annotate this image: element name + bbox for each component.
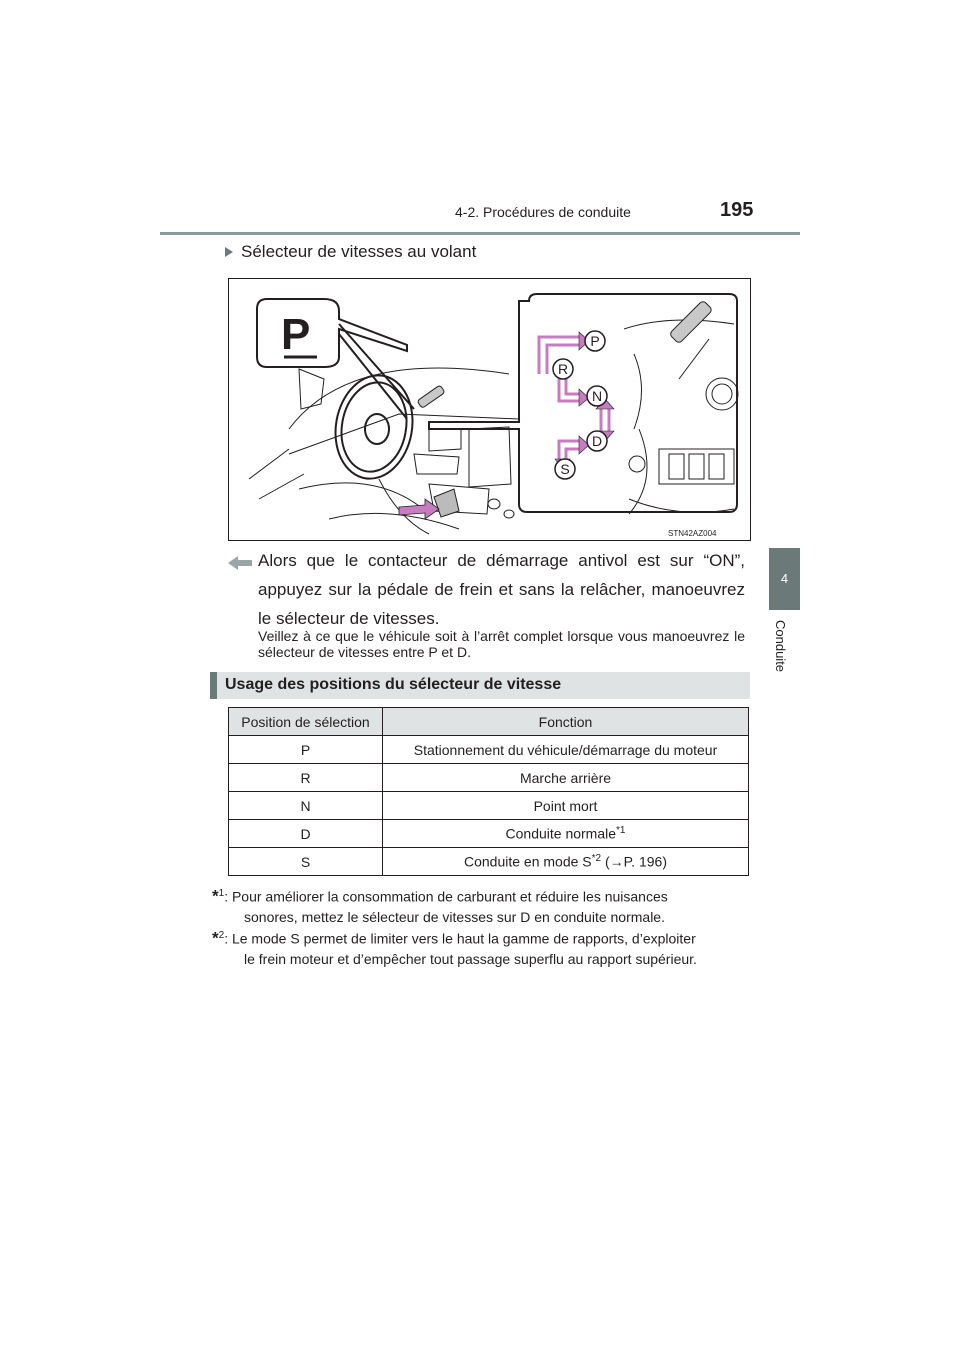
gear-letter-r: R bbox=[557, 361, 569, 377]
table-row bbox=[229, 792, 749, 820]
footnote-line: : Pour améliorer la consommation de carburant et réduire les nuisances bbox=[224, 888, 668, 905]
section-accent bbox=[210, 672, 217, 699]
footnote-2 bbox=[212, 926, 745, 969]
table-row bbox=[229, 848, 749, 876]
footnote-line: sonores, mettez le sélecteur de vitesses sur D en conduite normale. bbox=[244, 908, 665, 925]
step-note: Veillez à ce que le véhicule soit à l’arrêt complet lorsque vous manoeuvrez le sélecteur de vitesses entre P et D. bbox=[258, 628, 745, 660]
step-instruction: Alors que le contacteur de démarrage antivol est sur “ON”, appuyez sur la pédale de frein et sans la relâcher, manoeuvrez le sélecteur de vitesses. bbox=[258, 551, 745, 628]
function-text: Stationnement du véhicule/démarrage du moteur bbox=[413, 741, 718, 758]
footnote-line: le frein moteur et d’empêcher tout passage superflu au rapport supérieur. bbox=[244, 950, 697, 967]
function-cell bbox=[383, 792, 749, 820]
footnote-ref: *1 bbox=[616, 825, 626, 837]
illustration-code: STN42AZ004 bbox=[668, 529, 717, 538]
gear-letter-s: S bbox=[560, 461, 570, 477]
position-cell: R bbox=[229, 764, 383, 792]
footnote-star: * bbox=[212, 886, 219, 906]
section-title: 4-2. Procédures de conduite bbox=[455, 204, 631, 220]
function-cell bbox=[383, 764, 749, 792]
position-cell: N bbox=[229, 792, 383, 820]
function-cell bbox=[383, 820, 749, 848]
sub-heading bbox=[225, 242, 476, 262]
table-header-function: Fonction bbox=[383, 708, 749, 736]
function-text: Conduite en mode S bbox=[464, 853, 592, 870]
header-rule bbox=[160, 232, 800, 235]
callout-letter: P bbox=[281, 310, 311, 359]
footnote-line: : Le mode S permet de limiter vers le haut la gamme de rapports, d’exploiter bbox=[224, 930, 696, 947]
function-cell bbox=[383, 848, 749, 876]
section-heading: Usage des positions du sélecteur de vitesse bbox=[225, 676, 562, 693]
section-heading-bar bbox=[210, 672, 750, 699]
footnote-number: 2 bbox=[218, 930, 225, 941]
chapter-tab-label bbox=[765, 620, 805, 680]
function-text: Marche arrière bbox=[519, 769, 612, 786]
dashboard-drawing bbox=[229, 279, 750, 540]
page-reference: (→P. 196) bbox=[601, 853, 667, 870]
sub-heading-text: Sélecteur de vitesses au volant bbox=[241, 242, 477, 261]
footnote-number: 1 bbox=[218, 888, 225, 899]
position-cell: S bbox=[229, 848, 383, 876]
function-text: Conduite normale bbox=[505, 825, 617, 842]
table-header-row bbox=[229, 708, 749, 736]
table-header-position: Position de sélection bbox=[229, 708, 383, 736]
gear-letter-n: N bbox=[591, 388, 603, 404]
position-cell: D bbox=[229, 820, 383, 848]
chapter-label-text: Conduite bbox=[773, 620, 788, 673]
step-arrow-icon bbox=[228, 556, 252, 570]
footnote-star: * bbox=[212, 928, 219, 948]
table-row bbox=[229, 764, 749, 792]
footnote-ref: *2 bbox=[591, 853, 602, 865]
shift-lever-illustration bbox=[228, 278, 751, 541]
footnote-1 bbox=[212, 884, 745, 927]
gear-letter-p: P bbox=[590, 333, 600, 349]
table-row bbox=[229, 736, 749, 764]
gear-positions-table bbox=[228, 707, 749, 876]
gear-letter-d: D bbox=[591, 433, 603, 449]
function-text: Point mort bbox=[533, 797, 598, 814]
table-row bbox=[229, 820, 749, 848]
page-number: 195 bbox=[720, 199, 754, 221]
function-cell bbox=[383, 736, 749, 764]
chapter-tab-number: 4 bbox=[769, 548, 800, 610]
triangle-bullet-icon bbox=[225, 247, 233, 257]
position-cell: P bbox=[229, 736, 383, 764]
